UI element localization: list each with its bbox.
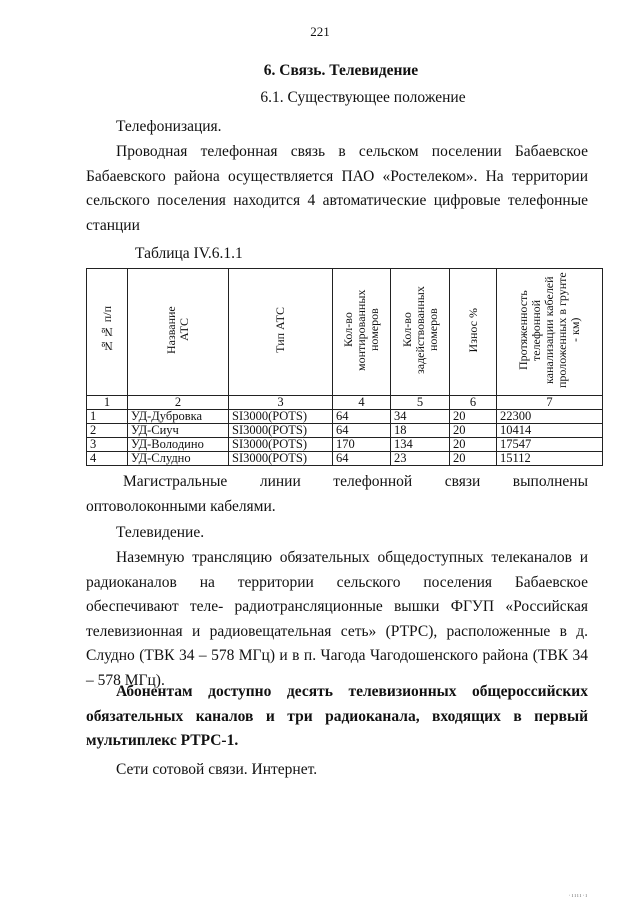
column-number: 5 xyxy=(391,396,450,410)
paragraph-broadcast: Наземную трансляцию обязательных общедоступных телеканалов и радиоканалов на территории сельского поселения Бабаевское обеспечивают теле- радиотрансляционные вышки ФГУП «Российская телевизионная и радиовещательная сеть» (РТРС), расположенные в д. Слудно (ТВК 34 – 578 МГц) и в п. Чагода Чагодошенского района (ТВК 34 – 578 МГц). xyxy=(86,549,588,689)
column-number: 3 xyxy=(229,396,333,410)
table-cell: 34 xyxy=(391,410,450,424)
paragraph-cellular: Сети сотовой связи. Интернет. xyxy=(116,761,318,778)
header-cell: Название АТС xyxy=(128,269,229,396)
paragraph-tv-heading: Телевидение. xyxy=(116,524,205,541)
header-cell: Кол-во задействованных номеров xyxy=(391,269,450,396)
table-cell: УД-Володино xyxy=(128,438,229,452)
table-cell: 23 xyxy=(391,452,450,466)
table-cell: 134 xyxy=(391,438,450,452)
column-number: 6 xyxy=(450,396,497,410)
table-cell: 20 xyxy=(450,424,497,438)
table-cell: 64 xyxy=(333,452,391,466)
table-cell: 20 xyxy=(450,410,497,424)
column-number: 4 xyxy=(333,396,391,410)
table-cell: 2 xyxy=(87,424,128,438)
paragraph-mainlines: Магистральные линии телефонной связи выполнены оптоволоконными кабелями. xyxy=(86,473,588,515)
table-cell: SI3000(POTS) xyxy=(229,410,333,424)
table-row xyxy=(87,438,603,452)
table-cell: УД-Сиуч xyxy=(128,424,229,438)
column-number: 2 xyxy=(128,396,229,410)
table-cell: 22300 xyxy=(497,410,603,424)
header-cell: Тип АТС xyxy=(229,269,333,396)
header-cell: Протяженность телефонной канализации кабелей проложенных в грунте - км) xyxy=(497,269,603,396)
table-row xyxy=(87,410,603,424)
table-cell: 3 xyxy=(87,438,128,452)
table-cell: 20 xyxy=(450,452,497,466)
paragraph-telephonization: Телефонизация. xyxy=(116,118,222,135)
table-cell: 64 xyxy=(333,424,391,438)
footer-mark: ·ıııı·ı xyxy=(568,893,588,899)
section-heading: 6. Связь. Телевидение xyxy=(263,62,419,79)
table-cell: 17547 xyxy=(497,438,603,452)
header-cell: Кол-во монтированных номеров xyxy=(333,269,391,396)
table-cell: 4 xyxy=(87,452,128,466)
table-cell: 20 xyxy=(450,438,497,452)
table-cell: УД-Слудно xyxy=(128,452,229,466)
table-cell: 10414 xyxy=(497,424,603,438)
subsection-heading: 6.1. Существующее положение xyxy=(260,89,466,106)
column-number: 1 xyxy=(87,396,128,410)
table-cell: УД-Дубровка xyxy=(128,410,229,424)
table-cell: SI3000(POTS) xyxy=(229,438,333,452)
table-cell: 15112 xyxy=(497,452,603,466)
table-cell: 18 xyxy=(391,424,450,438)
table-row xyxy=(87,424,603,438)
header-cell: Износ % xyxy=(450,269,497,396)
column-number: 7 xyxy=(497,396,603,410)
table-header-row xyxy=(87,269,603,396)
table-cell: SI3000(POTS) xyxy=(229,452,333,466)
table-cell: 1 xyxy=(87,410,128,424)
header-cell: №№ п/п xyxy=(87,269,128,396)
page-number: 221 xyxy=(310,24,330,39)
column-number-row xyxy=(87,396,603,410)
table-cell: SI3000(POTS) xyxy=(229,424,333,438)
table-row xyxy=(87,452,603,466)
ats-table xyxy=(86,268,603,466)
paragraph-wired-communication: Проводная телефонная связь в сельском поселении Бабаевское Бабаевского района осуществляется ПАО «Ростелеком». На территории сельского поселения находится 4 автоматические цифровые телефонные станции xyxy=(86,143,588,234)
table-caption: Таблица IV.6.1.1 xyxy=(135,245,243,262)
paragraph-subscribers: Абонентам доступно десять телевизионных общероссийских обязательных каналов и три радиоканала, входящих в первый мультиплекс РТРС-1. xyxy=(86,683,588,749)
table-cell: 170 xyxy=(333,438,391,452)
table-cell: 64 xyxy=(333,410,391,424)
